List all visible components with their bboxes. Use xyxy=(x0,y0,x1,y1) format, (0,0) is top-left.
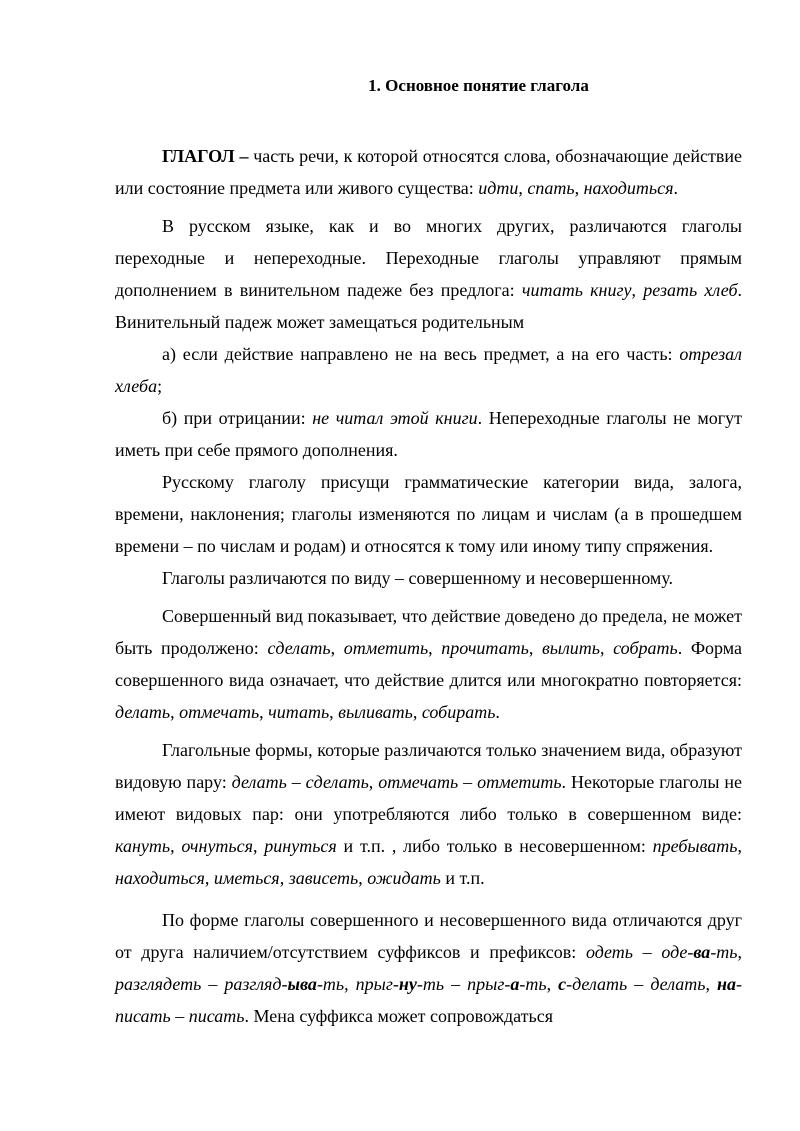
paragraph-form: По форме глаголы совершенного и несовершенного вида отличаются друг от друга наличием/отсутствием суффиксов и префиксов: одеть – оде-ва-ть, разглядеть – разгляд-ыва-ть, прыг-ну-ть – прыг-а-ть, с-делать – делать, на-писать – писать. Мена суффикса может сопровождаться xyxy=(115,910,742,1026)
paragraph-categories: Русскому глаголу присущи грамматические категории вида, залога, времени, наклонения; глаголы изменяются по лицам и числам (а в прошедшем времени – по числам и родам) и относятся к тому или иному типу спряжения. xyxy=(115,472,742,556)
paragraph-definition: ГЛАГОЛ – часть речи, к которой относятся слова, обозначающие действие или состояние предмета или живого существа: идти, спать, находиться. xyxy=(115,146,743,198)
paragraph-case-b: б) при отрицании: не читал этой книги. Непереходные глаголы не могут иметь при себе прямого дополнения. xyxy=(115,408,742,460)
page-title: 1. Основное понятие глагола xyxy=(368,76,589,95)
paragraph-perfective: Совершенный вид показывает, что действие доведено до предела, не может быть продолжено: сделать, отметить, прочитать, вылить, собрать. Форма совершенного вида означает, что действие длится или многократно повторяется: делать, отмечать, читать, выливать, собирать. xyxy=(115,606,743,722)
paragraph-transitive: В русском языке, как и во многих других, различаются глаголы переходные и непереходные. Переходные глаголы управляют прямым дополнением в винительном падеже без предлога: читать книгу, резать хлеб. Винительный падеж может замещаться родительным xyxy=(115,216,743,332)
paragraph-case-a: а) если действие направлено не на весь предмет, а на его часть: отрезал хлеба; xyxy=(115,344,742,396)
paragraph-aspect-pairs: Глагольные формы, которые различаются только значением вида, образуют видовую пару: делать – сделать, отмечать – отметить. Некоторые глаголы не имеют видовых пар: они употребляются либо только в совершенном виде: кануть, очнуться, ринуться и т.п. , либо только в несовершенном: пребывать, находиться, иметься, зависеть, ожидать и т.п. xyxy=(115,740,743,888)
term: ГЛАГОЛ – xyxy=(162,146,249,166)
paragraph-aspect: Глаголы различаются по виду – совершенному и несовершенному. xyxy=(162,568,674,588)
